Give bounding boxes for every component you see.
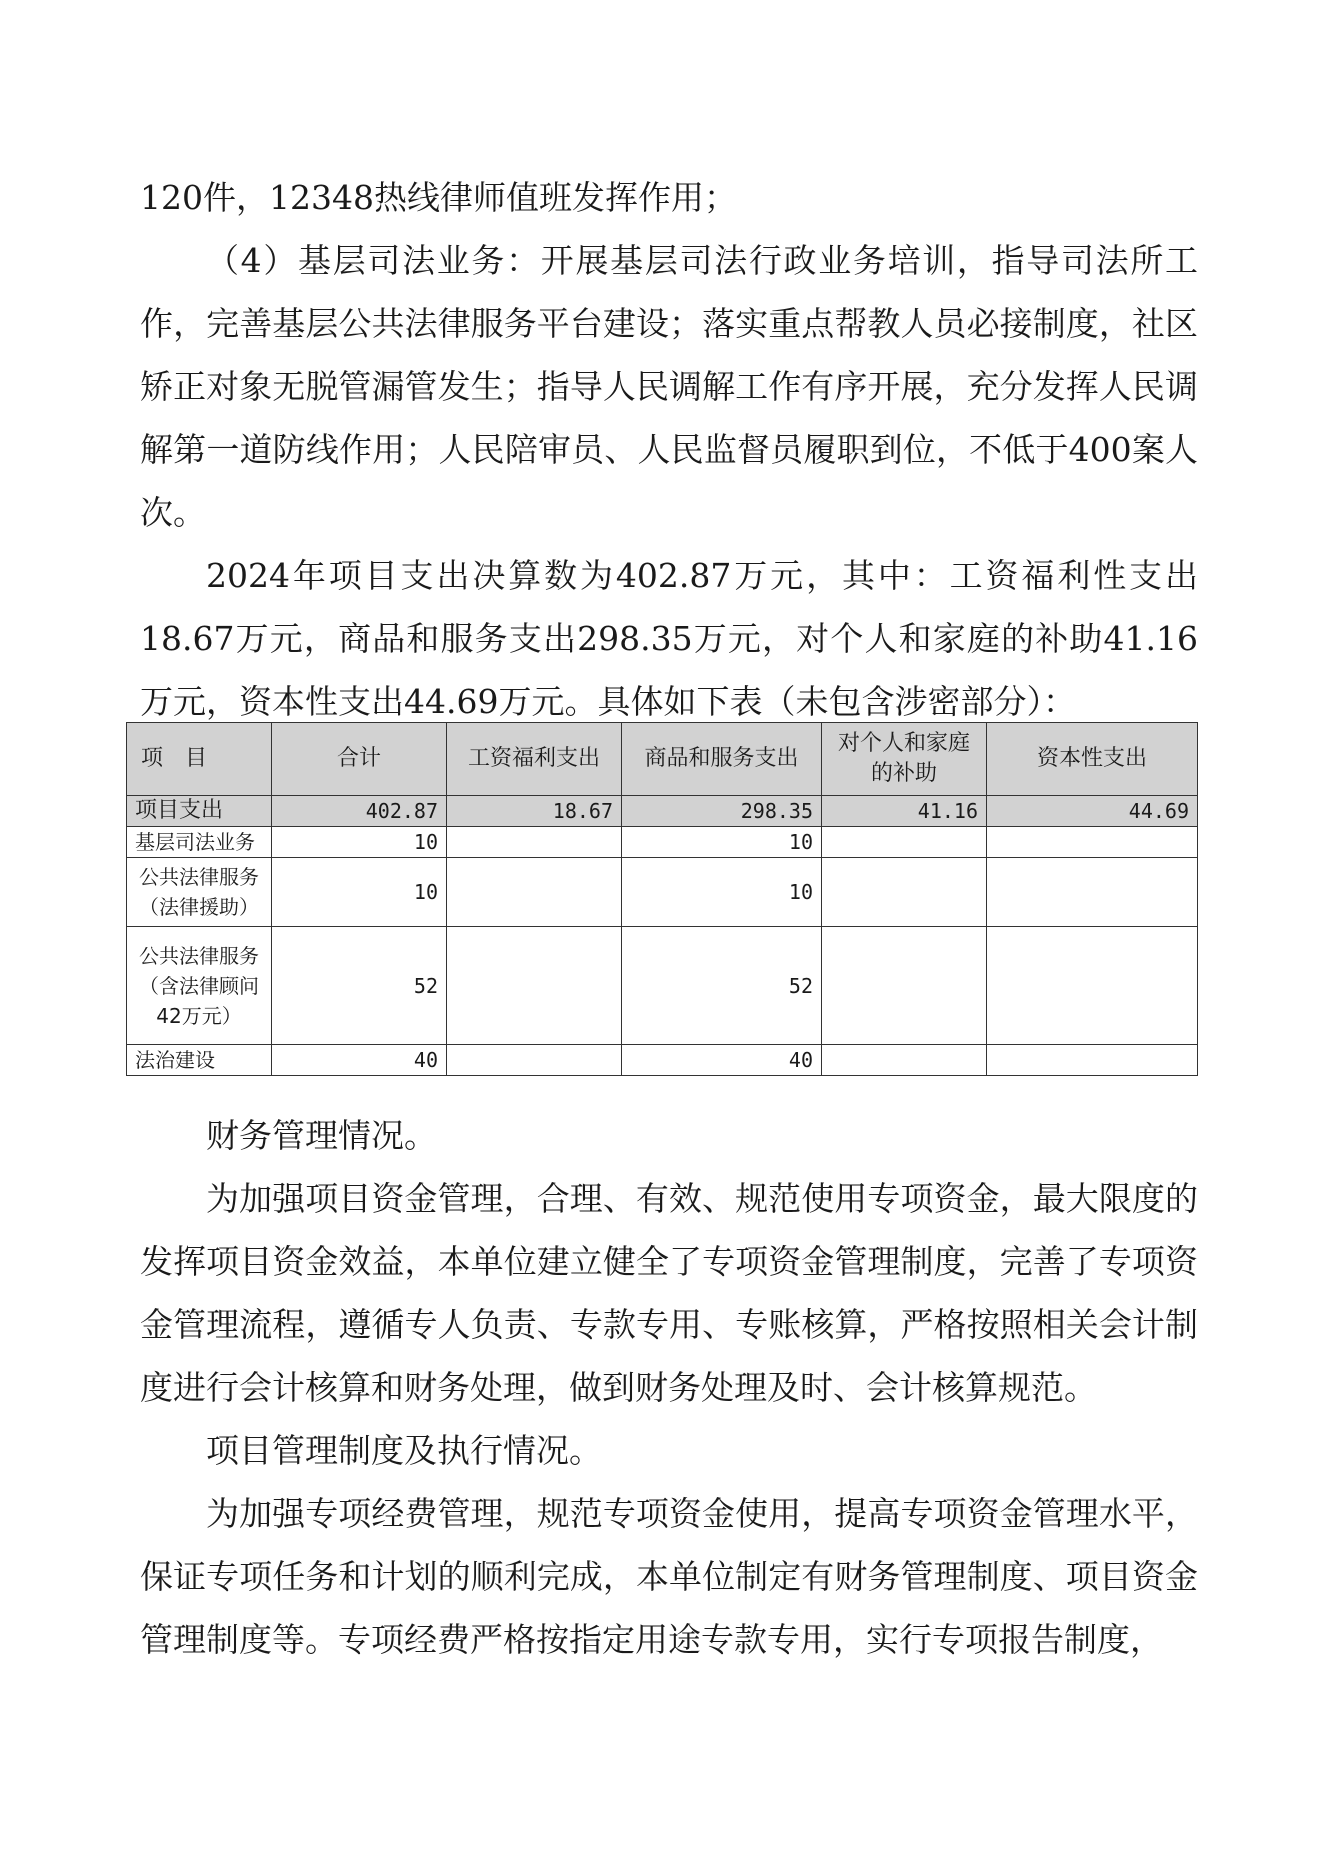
cell-wages	[447, 858, 622, 927]
cell-total: 402.87	[272, 796, 447, 827]
cell-goods-services: 298.35	[622, 796, 822, 827]
cell-label: 公共法律服务（含法律顾问42万元）	[127, 927, 272, 1045]
table-row-total	[127, 796, 1198, 827]
cell-goods-services: 52	[622, 927, 822, 1045]
header-total: 合计	[272, 723, 447, 796]
cell-capital	[987, 858, 1198, 927]
cell-label: 基层司法业务	[127, 827, 272, 858]
paragraph-continuation: 120件，12348热线律师值班发挥作用；	[140, 178, 737, 217]
cell-subsidies	[822, 1045, 987, 1076]
cell-total: 10	[272, 858, 447, 927]
cell-label: 法治建设	[127, 1045, 272, 1076]
header-subsidies: 对个人和家庭的补助	[822, 723, 987, 796]
cell-subsidies: 41.16	[822, 796, 987, 827]
table-row	[127, 858, 1198, 927]
cell-subsidies	[822, 858, 987, 927]
header-item: 项 目	[127, 723, 272, 796]
cell-wages	[447, 827, 622, 858]
table-header-row	[127, 723, 1198, 796]
cell-label: 项目支出	[127, 796, 272, 827]
cell-total: 40	[272, 1045, 447, 1076]
heading-project-management: 项目管理制度及执行情况。	[206, 1431, 602, 1470]
cell-subsidies	[822, 927, 987, 1045]
cell-capital	[987, 1045, 1198, 1076]
header-capital: 资本性支出	[987, 723, 1198, 796]
header-goods-services: 商品和服务支出	[622, 723, 822, 796]
paragraph-financial-management: 为加强项目资金管理，合理、有效、规范使用专项资金，最大限度的发挥项目资金效益，本单位建立健全了专项资金管理制度，完善了专项资金管理流程，遵循专人负责、专款专用、专账核算，严格按照相关会计制度进行会计核算和财务处理，做到财务处理及时、会计核算规范。	[140, 1179, 1198, 1407]
cell-wages: 18.67	[447, 796, 622, 827]
paragraph-expenditure-summary: 2024年项目支出决算数为402.87万元，其中：工资福利性支出18.67万元，商品和服务支出298.35万元，对个人和家庭的补助41.16万元，资本性支出44.69万元。具体如下表（未包含涉密部分）：	[140, 556, 1198, 721]
cell-wages	[447, 927, 622, 1045]
cell-capital: 44.69	[987, 796, 1198, 827]
table-row	[127, 1045, 1198, 1076]
cell-total: 52	[272, 927, 447, 1045]
budget-table	[126, 722, 1198, 1076]
table-row	[127, 827, 1198, 858]
cell-label: 公共法律服务（法律援助）	[127, 858, 272, 927]
cell-goods-services: 10	[622, 858, 822, 927]
cell-total: 10	[272, 827, 447, 858]
cell-goods-services: 40	[622, 1045, 822, 1076]
header-wages: 工资福利支出	[447, 723, 622, 796]
cell-capital	[987, 827, 1198, 858]
paragraph-project-management: 为加强专项经费管理，规范专项资金使用，提高专项资金管理水平，保证专项任务和计划的顺利完成，本单位制定有财务管理制度、项目资金管理制度等。专项经费严格按指定用途专款专用，实行专项报告制度，	[140, 1494, 1198, 1659]
paragraph-grassroots-justice: （4）基层司法业务：开展基层司法行政业务培训，指导司法所工作，完善基层公共法律服务平台建设；落实重点帮教人员必接制度，社区矫正对象无脱管漏管发生；指导人民调解工作有序开展，充分发挥人民调解第一道防线作用；人民陪审员、人民监督员履职到位，不低于400案人次。	[140, 241, 1198, 532]
cell-goods-services: 10	[622, 827, 822, 858]
cell-subsidies	[822, 827, 987, 858]
cell-capital	[987, 927, 1198, 1045]
table-row	[127, 927, 1198, 1045]
heading-financial-management: 财务管理情况。	[206, 1116, 437, 1155]
cell-wages	[447, 1045, 622, 1076]
